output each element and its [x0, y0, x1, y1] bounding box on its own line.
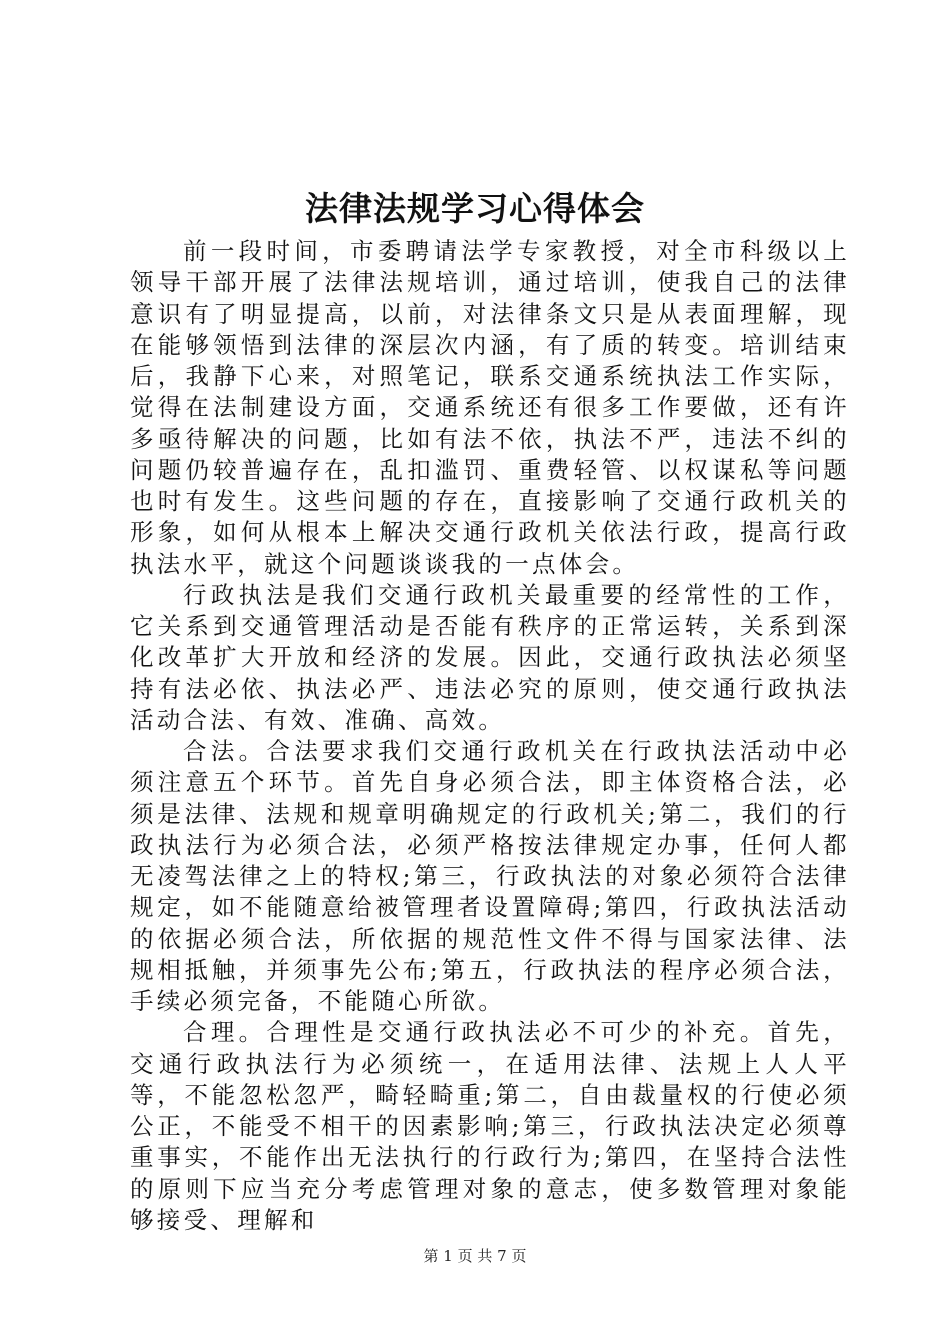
paragraph-intro: 前一段时间，市委聘请法学专家教授，对全市科级以上领导干部开展了法律法规培训，通过培训，使我自己的法律意识有了明显提高，以前，对法律条文只是从表面理解，现在能够领悟到法律的深层次内涵，有了质的转变。培训结束后，我静下心来，对照笔记，联系交通系统执法工作实际，觉得在法制建设方面，交通系统还有很多工作要做，还有许多亟待解决的问题，比如有法不依，执法不严，违法不纠的问题仍较普遍存在，乱扣滥罚、重费轻管、以权谋私等问题也时有发生。这些问题的存在，直接影响了交通行政机关的形象，如何从根本上解决交通行政机关依法行政，提高行政执法水平，就这个问题谈谈我的一点体会。	[130, 237, 850, 578]
document-title: 法律法规学习心得体会	[305, 189, 645, 228]
document-body	[130, 236, 850, 1236]
paragraph-law-enforcement: 行政执法是我们交通行政机关最重要的经常性的工作，它关系到交通管理活动是否能有秩序的正常运转，关系到深化改革扩大开放和经济的发展。因此，交通行政执法必须坚持有法必依、执法必严、违法必究的原则，使交通行政执法活动合法、有效、准确、高效。	[130, 580, 850, 734]
paragraph-reasonableness: 合理。合理性是交通行政执法必不可少的补充。首先，交通行政执法行为必须统一，在适用法律、法规上人人平等，不能忽松忽严，畸轻畸重;第二，自由裁量权的行使必须公正，不能受不相干的因素影响;第三，行政执法决定必须尊重事实，不能作出无法执行的行政行为;第四，在坚持合法性的原则下应当充分考虑管理对象的意志，使多数管理对象能够接受、理解和	[130, 1018, 850, 1234]
paragraph-legality: 合法。合法要求我们交通行政机关在行政执法活动中必须注意五个环节。首先自身必须合法，即主体资格合法，必须是法律、法规和规章明确规定的行政机关;第二，我们的行政执法行为必须合法，必须严格按法律规定办事，任何人都无凌驾法律之上的特权;第三，行政执法的对象必须符合法律规定，如不能随意给被管理者设置障碍;第四，行政执法活动的依据必须合法，所依据的规范性文件不得与国家法律、法规相抵触，并须事先公布;第五，行政执法的程序必须合法，手续必须完备，不能随心所欲。	[130, 737, 850, 1015]
page-footer: 第 1 页 共 7 页	[423, 1247, 527, 1265]
